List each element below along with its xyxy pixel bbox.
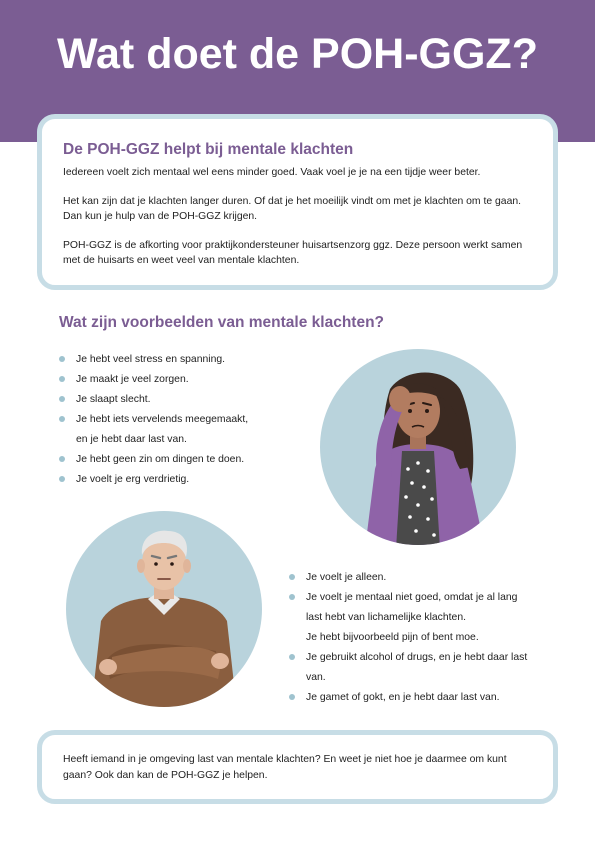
intro-paragraph-3: POH-GGZ is de afkorting voor praktijkondersteuner huisartsenzorg ggz. Deze persoon werkt samen met de huisarts en weet veel van mentale klachten. xyxy=(63,239,523,266)
intro-heading: De POH-GGZ helpt bij mentale klachten xyxy=(63,141,354,158)
list-item: Je maakt je veel zorgen. xyxy=(59,370,289,390)
examples-list-2 xyxy=(289,568,559,708)
examples-heading: Wat zijn voorbeelden van mentale klachten? xyxy=(59,314,385,331)
list-item: Je voelt je mentaal niet goed, omdat je al lang last hebt van lichamelijke klachten. Je hebt bijvoorbeeld pijn of bent moe. xyxy=(289,588,559,648)
intro-card xyxy=(37,114,558,290)
older-man-illustration xyxy=(66,511,262,707)
help-card xyxy=(37,730,558,804)
examples-list-1 xyxy=(59,350,289,490)
page-title: Wat doet de POH-GGZ? xyxy=(57,30,538,78)
list-item: Je gebruikt alcohol of drugs, en je hebt daar last van. xyxy=(289,648,559,688)
list-item: Je gamet of gokt, en je hebt daar last van. xyxy=(289,688,559,708)
list-item: Je voelt je alleen. xyxy=(289,568,559,588)
worried-woman-illustration xyxy=(320,349,516,545)
list-item: Je hebt geen zin om dingen te doen. xyxy=(59,450,289,470)
list-item: Je slaapt slecht. xyxy=(59,390,289,410)
list-item: Je hebt veel stress en spanning. xyxy=(59,350,289,370)
list-item: Je hebt iets vervelends meegemaakt, en je hebt daar last van. xyxy=(59,410,289,450)
intro-paragraph-2: Het kan zijn dat je klachten langer duren. Of dat je het moeilijk vindt om met je klachten om te gaan. Dan kun je hulp van de POH-GGZ krijgen. xyxy=(63,195,522,222)
intro-paragraph-1: Iedereen voelt zich mentaal wel eens minder goed. Vaak voel je je na een tijdje weer beter. xyxy=(63,167,481,178)
help-text: Heeft iemand in je omgeving last van mentale klachten? En weet je niet hoe je daarmee om kunt gaan? Ook dan kan de POH-GGZ je helpen. xyxy=(63,754,507,781)
list-item: Je voelt je erg verdrietig. xyxy=(59,470,289,490)
